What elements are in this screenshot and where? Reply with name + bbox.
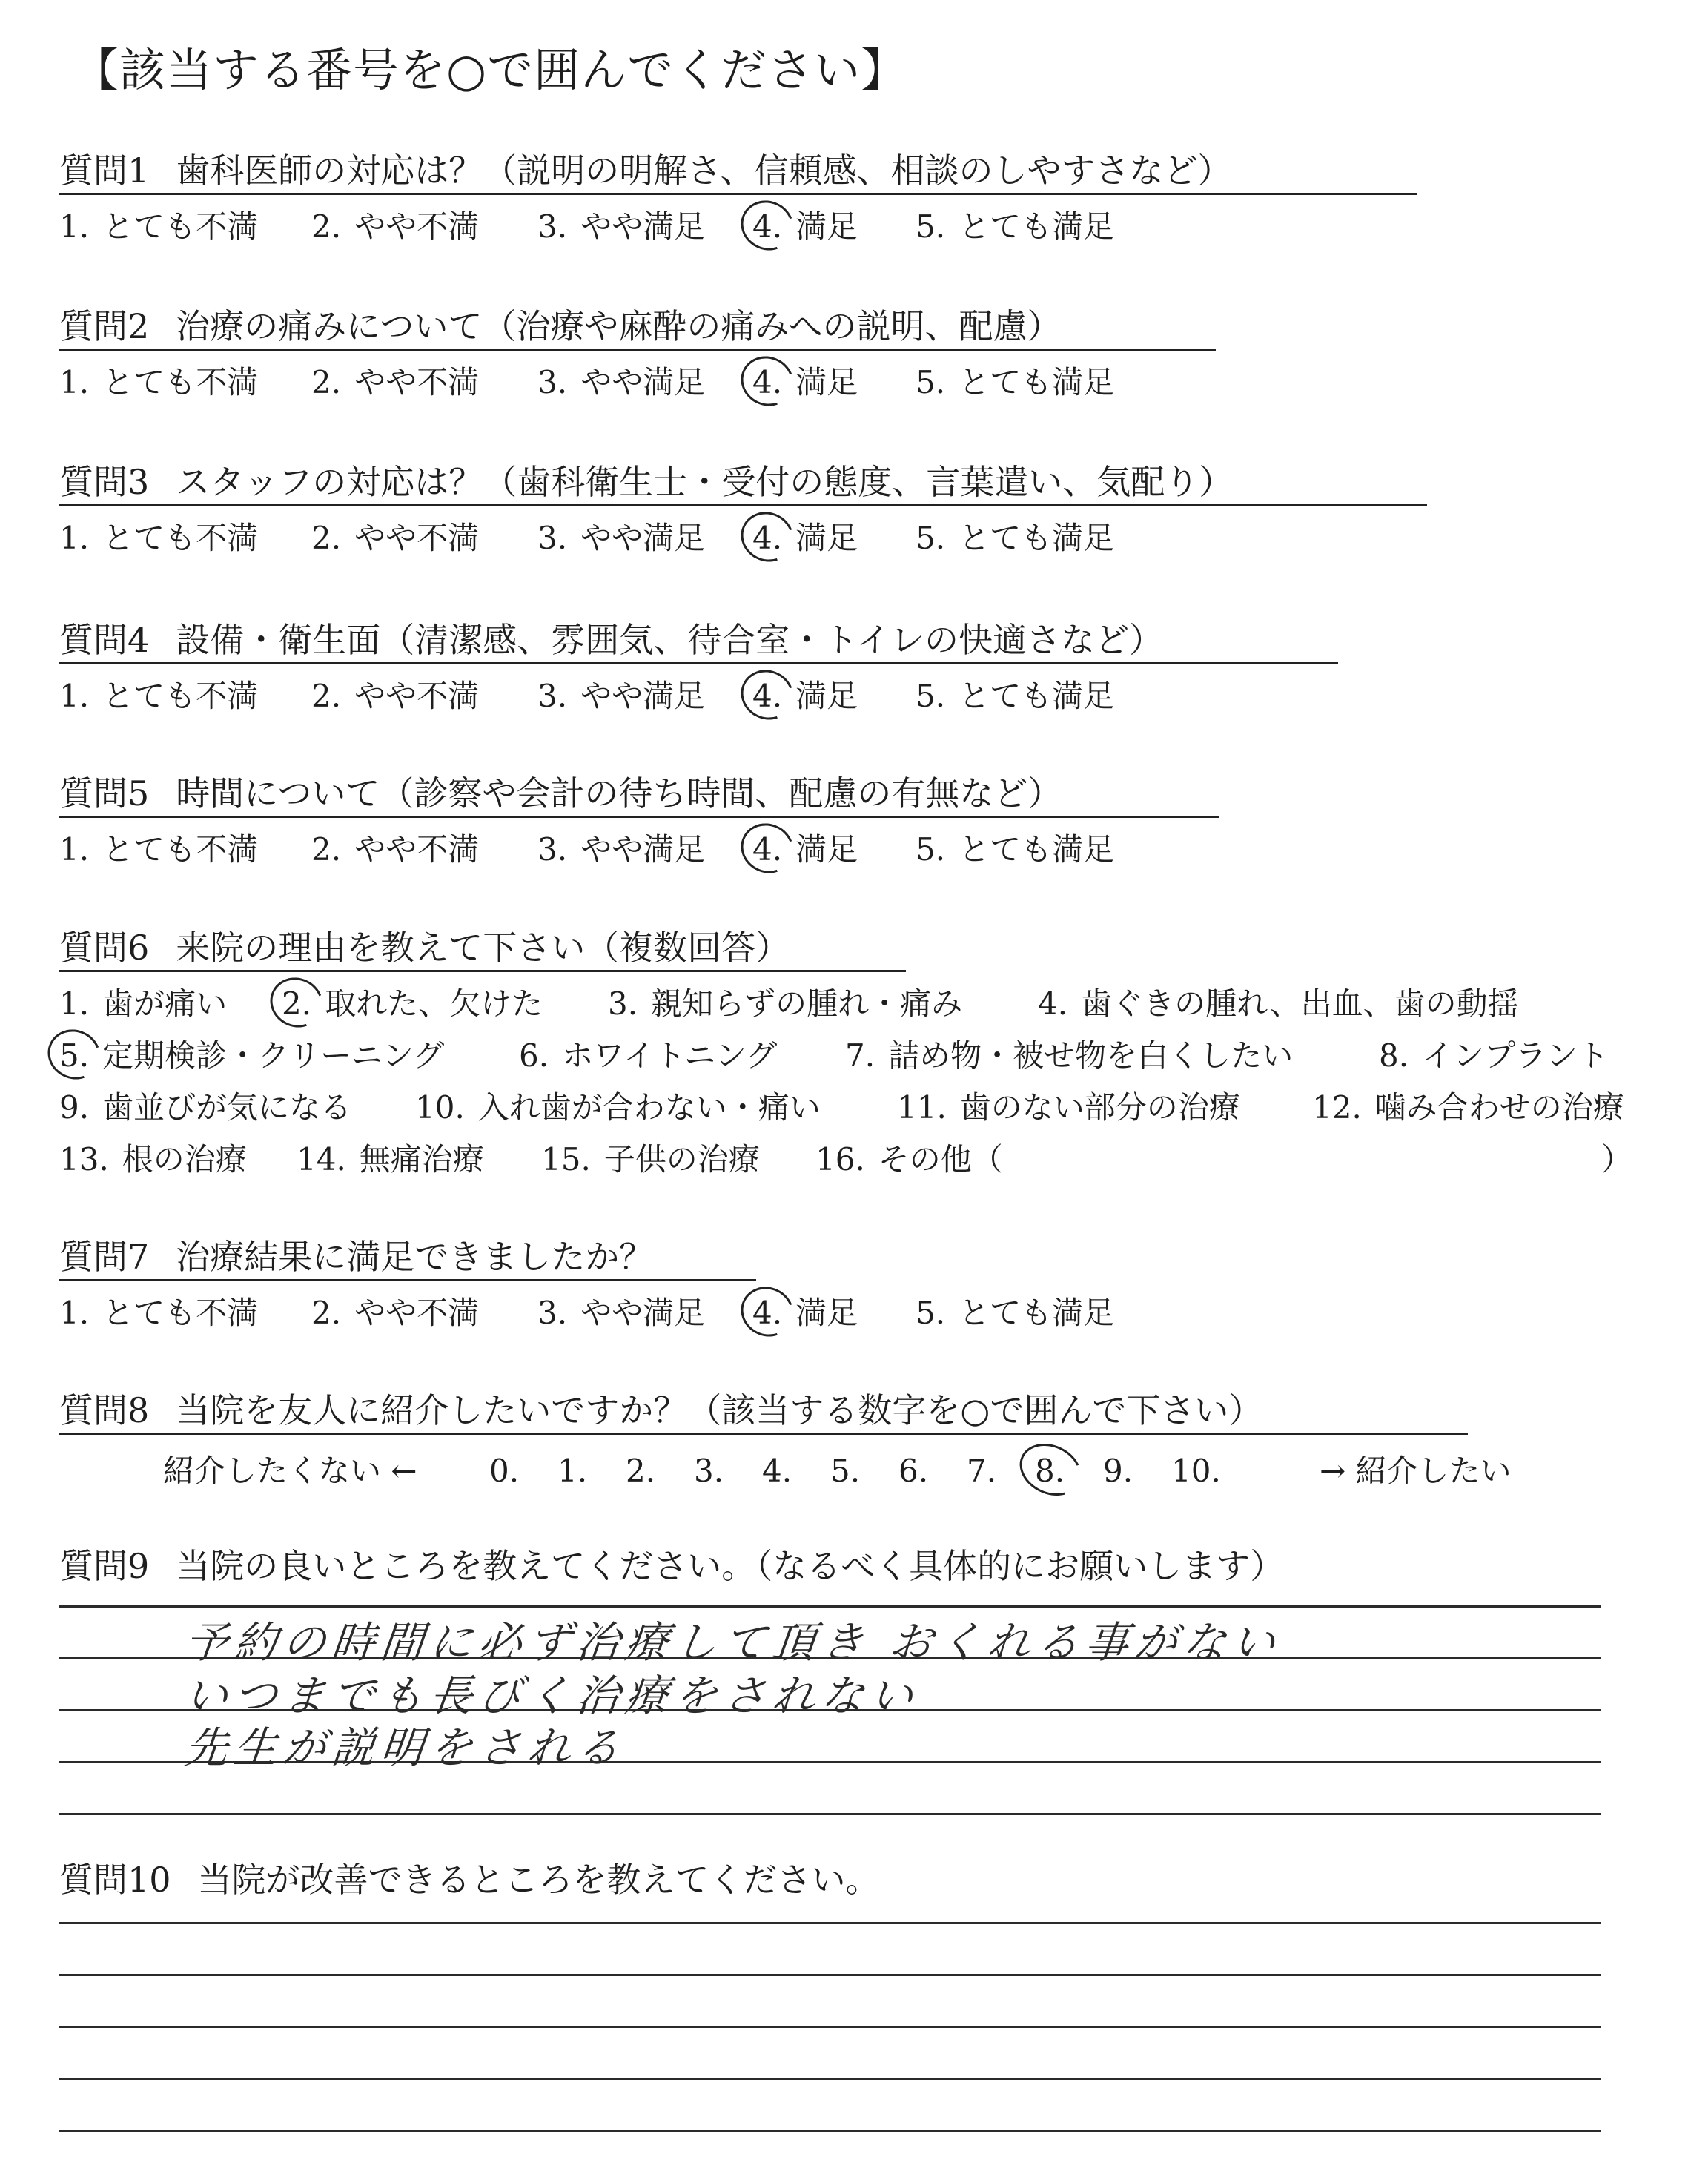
option-4[interactable]: 4. 満足 [752,203,858,251]
question-underline [59,1433,1468,1435]
scale-6[interactable]: 6. [898,1453,929,1489]
question-text: 当院の良いところを教えてください。（なるべく具体的にお願いします） [176,1546,1285,1586]
scale-9[interactable]: 9. [1103,1453,1133,1489]
option-3[interactable]: 3. やや満足 [537,208,706,245]
option-1[interactable]: 1. とても不満 [59,678,259,714]
question-title [59,771,1062,816]
reason-14[interactable]: 14. 無痛治療 [297,1141,484,1178]
question-underline [59,349,1216,351]
question-number: 質問3 [59,462,150,502]
scale-2[interactable]: 2. [626,1453,656,1489]
question-number: 質問8 [59,1390,150,1430]
option-4[interactable]: 4. 満足 [752,673,858,720]
option-3[interactable]: 3. やや満足 [537,831,706,868]
reason-6[interactable]: 6. ホワイトニング [519,1037,778,1074]
question-text: 来院の理由を教えて下さい（複数回答） [176,928,790,968]
option-5[interactable]: 5. とても満足 [916,208,1115,245]
reason-16-close: ） [1601,1141,1633,1178]
reason-11[interactable]: 11. 歯のない部分の治療 [897,1089,1240,1126]
handwritten-answer-line-2: いつまでも長びく治療をされない [182,1671,922,1721]
question-text: 当院が改善できるところを教えてください。 [197,1860,880,1900]
scale-10[interactable]: 10. [1171,1453,1221,1489]
question-underline [59,1279,756,1281]
question-underline [59,504,1427,506]
reason-1[interactable]: 1. 歯が痛い [59,985,228,1022]
scale-3[interactable]: 3. [694,1453,724,1489]
question-title [59,1235,653,1279]
reason-10[interactable]: 10. 入れ歯が合わない・痛い [415,1089,821,1126]
question-underline [59,193,1417,195]
question-underline [59,816,1219,818]
question-number: 質問6 [59,928,150,968]
question-text: 治療結果に満足できましたか？ [176,1237,654,1277]
option-2[interactable]: 2. やや不満 [311,520,480,556]
question-number: 質問5 [59,773,150,813]
option-4[interactable]: 4. 満足 [752,515,858,562]
reason-4[interactable]: 4. 歯ぐきの腫れ、出血、歯の動揺 [1038,985,1519,1022]
question-underline [59,662,1338,664]
option-3[interactable]: 3. やや満足 [537,1295,706,1331]
scale-1[interactable]: 1. [557,1453,588,1489]
scale-4[interactable]: 4. [762,1453,792,1489]
question-text: 当院を友人に紹介したいですか？（該当する数字を○で囲んで下さい） [176,1390,1263,1430]
question-title [59,925,790,970]
answer-line [59,2078,1601,2080]
answer-line [59,1813,1601,1815]
handwritten-answer-line-3: 先生が説明をされる [182,1723,629,1773]
answer-line [59,2026,1601,2028]
reason-12[interactable]: 12. 噛み合わせの治療 [1312,1089,1624,1126]
scale-right-label: → 紹介したい [1320,1453,1512,1489]
question-number: 質問1 [59,151,150,191]
scale-left-label: 紹介したくない ← [163,1453,417,1489]
question-title [59,460,1233,504]
option-5[interactable]: 5. とても満足 [916,1295,1115,1331]
option-2[interactable]: 2. やや不満 [311,678,480,714]
reason-13[interactable]: 13. 根の治療 [59,1141,247,1178]
question-number: 質問7 [59,1237,150,1277]
option-5[interactable]: 5. とても満足 [916,678,1115,714]
option-4[interactable]: 4. 満足 [752,1289,858,1337]
question-title [59,1544,1284,1588]
option-1[interactable]: 1. とても不満 [59,364,259,400]
reason-9[interactable]: 9. 歯並びが気になる [59,1089,352,1126]
question-text: 歯科医師の対応は？（説明の明解さ、信頼感、相談のしやすさなど） [176,151,1232,191]
question-text: 治療の痛みについて（治療や麻酔の痛みへの説明、配慮） [176,306,1062,346]
answer-line [59,1922,1601,1924]
question-number: 質問10 [59,1860,171,1900]
reason-7[interactable]: 7. 詰め物・被せ物を白くしたい [845,1037,1294,1074]
option-2[interactable]: 2. やや不満 [311,208,480,245]
question-number: 質問2 [59,306,150,346]
question-title [59,618,1163,662]
question-text: 時間について（診察や会計の待ち時間、配慮の有無など） [176,773,1062,813]
question-title [59,304,1061,349]
reason-16[interactable]: 16. その他（ [815,1141,1003,1178]
option-2[interactable]: 2. やや不満 [311,364,480,400]
option-5[interactable]: 5. とても満足 [916,364,1115,400]
option-5[interactable]: 5. とても満足 [916,520,1115,556]
reason-5[interactable]: 5. 定期検診・クリーニング [59,1032,444,1080]
question-text: 設備・衛生面（清潔感、雰囲気、待合室・トイレの快適さなど） [176,620,1163,660]
question-title [59,1857,880,1902]
reason-8[interactable]: 8. インプラント [1379,1037,1609,1074]
option-1[interactable]: 1. とても不満 [59,1295,259,1331]
answer-line [59,1974,1601,1976]
reason-3[interactable]: 3. 親知らずの腫れ・痛み [608,985,963,1022]
scale-0[interactable]: 0. [489,1453,520,1489]
page-heading: 【該当する番号を○で囲んでください】 [73,43,908,97]
question-text: スタッフの対応は？（歯科衛生士・受付の態度、言葉遣い、気配り） [176,462,1234,502]
option-3[interactable]: 3. やや満足 [537,520,706,556]
handwritten-answer-line-1: 予約の時間に必ず治療して頂き おくれる事がない [182,1617,1284,1668]
option-4[interactable]: 4. 満足 [752,359,858,406]
option-5[interactable]: 5. とても満足 [916,831,1115,868]
option-1[interactable]: 1. とても不満 [59,831,259,868]
scale-8[interactable]: 8. [1035,1447,1065,1495]
option-3[interactable]: 3. やや満足 [537,364,706,400]
question-title [59,1388,1262,1433]
question-title [59,148,1231,193]
question-number: 質問9 [59,1546,150,1586]
scale-5[interactable]: 5. [830,1453,861,1489]
answer-line [59,2130,1601,2132]
option-2[interactable]: 2. やや不満 [311,1295,480,1331]
option-4[interactable]: 4. 満足 [752,826,858,873]
question-number: 質問4 [59,620,150,660]
reason-15[interactable]: 15. 子供の治療 [541,1141,760,1178]
option-1[interactable]: 1. とても不満 [59,520,259,556]
option-2[interactable]: 2. やや不満 [311,831,480,868]
scale-7[interactable]: 7. [967,1453,997,1489]
option-1[interactable]: 1. とても不満 [59,208,259,245]
option-3[interactable]: 3. やや満足 [537,678,706,714]
reason-2[interactable]: 2. 取れた、欠けた [282,980,543,1028]
question-underline [59,970,906,972]
